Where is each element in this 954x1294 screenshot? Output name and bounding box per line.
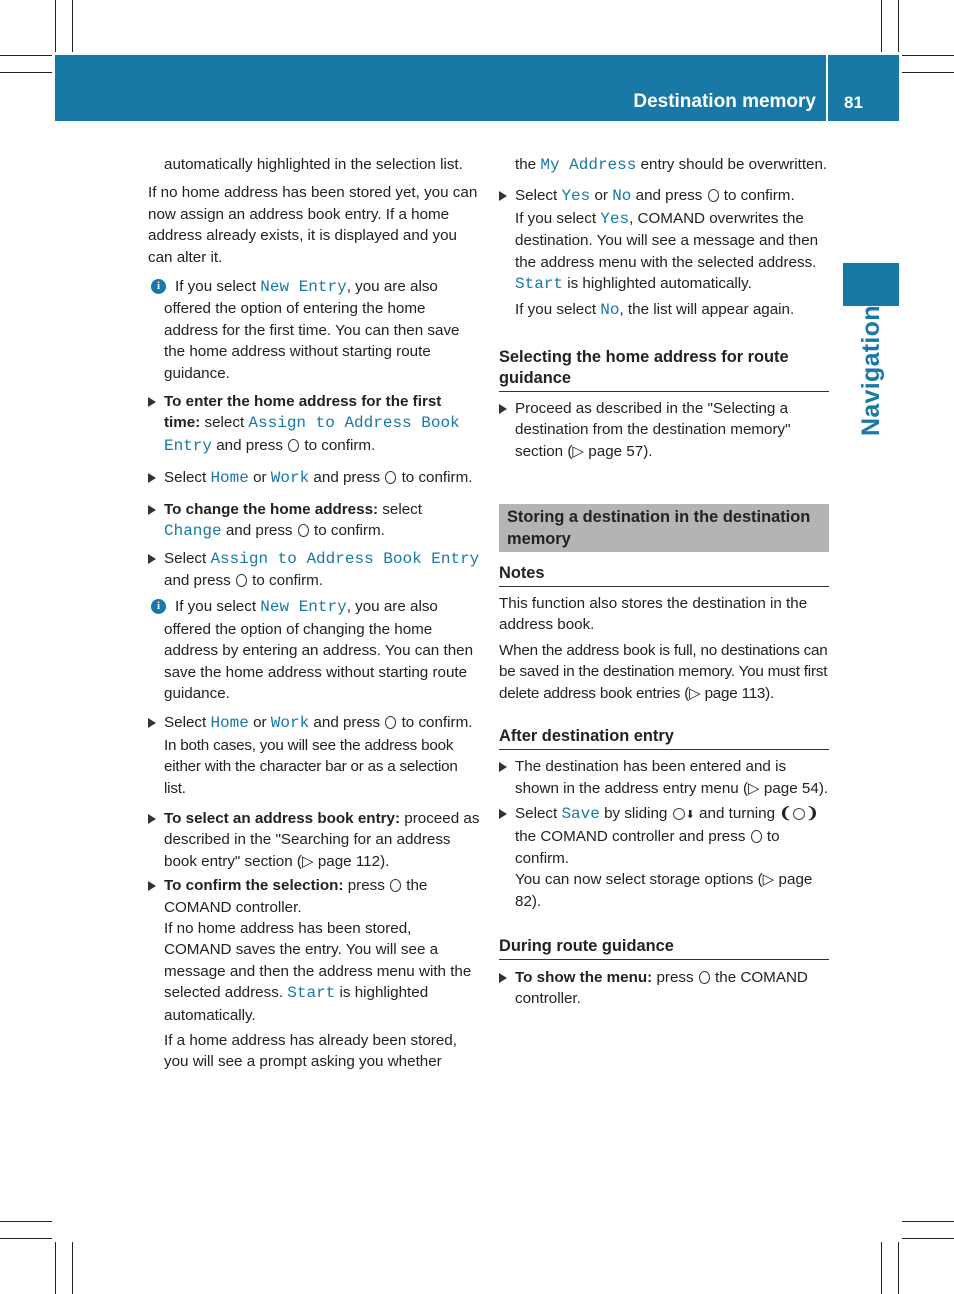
list-item: To change the home address: select Change and press to confirm.: [148, 499, 480, 543]
list-item: To show the menu: press the COMAND controller.: [499, 967, 829, 1010]
code-text: Yes: [561, 187, 591, 206]
section-heading-box: Storing a destination in the destination memory: [499, 504, 829, 552]
page-reference: ▷ page 57: [572, 442, 644, 460]
list-item: To enter the home address for the first time: select Assign to Address Book Entry and press to confirm.: [148, 391, 480, 457]
code-text: New Entry: [260, 598, 347, 617]
info-icon: i: [151, 599, 166, 614]
code-text: No: [600, 301, 620, 320]
press-controller-icon: [385, 716, 396, 729]
paragraph: This function also stores the destination in the address book.: [499, 595, 808, 634]
bullet-triangle-icon: [148, 881, 156, 891]
crop-mark: [881, 0, 882, 52]
side-tab-label: Navigation: [857, 305, 885, 436]
page-reference: ▷ page 54: [748, 779, 819, 797]
bullet-triangle-icon: [499, 762, 507, 772]
press-controller-icon: [390, 879, 401, 892]
code-text: Assign to Address Book Entry: [164, 414, 460, 455]
bullet-triangle-icon: [148, 554, 156, 564]
section-title: Destination memory: [633, 91, 816, 112]
press-controller-icon: [751, 830, 762, 843]
code-text: Change: [164, 522, 222, 541]
press-controller-icon: [288, 439, 299, 452]
bullet-triangle-icon: [499, 191, 507, 201]
left-column: [148, 154, 480, 1073]
press-controller-icon: [385, 471, 396, 484]
code-text: Assign to Address Book Entry: [210, 549, 480, 568]
bullet-triangle-icon: [499, 404, 507, 414]
paragraph: the My Address entry should be overwritten.: [515, 156, 828, 174]
crop-mark: [0, 1238, 52, 1239]
header-divider: [826, 55, 828, 121]
press-controller-icon: [236, 574, 247, 587]
crop-mark: [72, 0, 73, 52]
paragraph: automatically highlighted in the selection list.: [164, 156, 463, 173]
right-column: [499, 154, 829, 1010]
info-icon: i: [151, 279, 166, 294]
turn-controller-icon: [793, 808, 805, 820]
code-text: Start: [515, 275, 564, 294]
subheading: Notes: [499, 563, 829, 587]
code-text: Home: [210, 714, 249, 733]
crop-mark: [902, 55, 954, 56]
crop-mark: [902, 72, 954, 73]
side-tab-marker: [843, 263, 899, 306]
list-item: Proceed as described in the "Selecting a destination from the destination memory" section (▷ page 57).: [499, 398, 829, 462]
list-item: The destination has been entered and is shown in the address entry menu (▷ page 54).: [499, 756, 829, 799]
page-number: 81: [844, 93, 863, 112]
code-text: Save: [561, 804, 600, 823]
crop-mark: [55, 0, 56, 52]
turn-left-icon: ❨: [779, 804, 792, 822]
turn-right-icon: ❩: [806, 804, 819, 822]
code-text: Home: [210, 469, 249, 488]
subheading: After destination entry: [499, 726, 829, 750]
press-controller-icon: [298, 524, 309, 537]
list-item: Select Home or Work and press to confirm. In both cases, you will see the address book either with the character bar or as a selection list.: [148, 712, 480, 799]
press-controller-icon: [699, 971, 710, 984]
page-reference: ▷ page 112: [301, 852, 381, 870]
crop-mark: [881, 1242, 882, 1294]
code-text: New Entry: [260, 278, 347, 297]
subheading: Selecting the home address for route guidance: [499, 347, 829, 392]
crop-mark: [55, 1242, 56, 1294]
code-text: No: [612, 187, 632, 206]
slide-down-arrow-icon: ⬇: [685, 808, 695, 821]
bullet-triangle-icon: [148, 505, 156, 515]
list-item: Select Yes or No and press to confirm. If you select Yes, COMAND overwrites the destination. You will see a message and then the address menu with the selected address. Start is highlighted automatically. If you select No, the list will appear again.: [499, 185, 829, 321]
bullet-triangle-icon: [499, 973, 507, 983]
subheading: During route guidance: [499, 936, 829, 960]
code-text: Yes: [600, 209, 630, 228]
list-item: To select an address book entry: proceed as described in the "Searching for an address book entry" section (▷ page 112).: [148, 808, 480, 872]
press-controller-icon: [708, 189, 719, 202]
code-text: Start: [287, 984, 336, 1003]
paragraph: If no home address has been stored yet, you can now assign an address book entry. If a home address already exists, it is displayed and you can alter it.: [148, 184, 478, 266]
page-header: [55, 55, 899, 121]
list-item: To confirm the selection: press the COMAND controller. If no home address has been stored, COMAND saves the entry. You will see a message and then the address menu with the selected address. Start is highlighted automatically. If a home address has already been stored, you will see a prompt asking you whether: [148, 875, 480, 1073]
crop-mark: [72, 1242, 73, 1294]
code-text: Work: [270, 469, 310, 488]
bullet-triangle-icon: [148, 473, 156, 483]
info-note: i If you select New Entry, you are also offered the option of changing the home address by entering an address. You can then save the home address without starting route guidance.: [148, 596, 480, 704]
crop-mark: [0, 72, 52, 73]
code-text: Work: [270, 714, 310, 733]
list-item: Select Assign to Address Book Entry and press to confirm.: [148, 548, 480, 592]
crop-mark: [0, 55, 52, 56]
crop-mark: [898, 1242, 899, 1294]
crop-mark: [902, 1238, 954, 1239]
info-note: i If you select New Entry, you are also offered the option of entering the home address for the first time. You can then save the home address without starting route guidance.: [148, 276, 480, 384]
slide-controller-icon: [673, 808, 685, 820]
bullet-triangle-icon: [499, 809, 507, 819]
code-text: My Address: [540, 156, 637, 174]
list-item: Select Home or Work and press to confirm.: [148, 467, 480, 489]
bullet-triangle-icon: [148, 814, 156, 824]
list-item: Select Save by sliding ⬇ and turning ❨ ❩ the COMAND controller and press to confirm. You can now select storage options (▷ page 82).: [499, 803, 829, 912]
crop-mark: [898, 0, 899, 52]
crop-mark: [902, 1221, 954, 1222]
crop-mark: [0, 1221, 52, 1222]
bullet-triangle-icon: [148, 397, 156, 407]
paragraph: When the address book is full, no destinations can be saved in the destination memory. You must first delete address book entries (▷ page 113).: [499, 641, 828, 702]
bullet-triangle-icon: [148, 718, 156, 728]
